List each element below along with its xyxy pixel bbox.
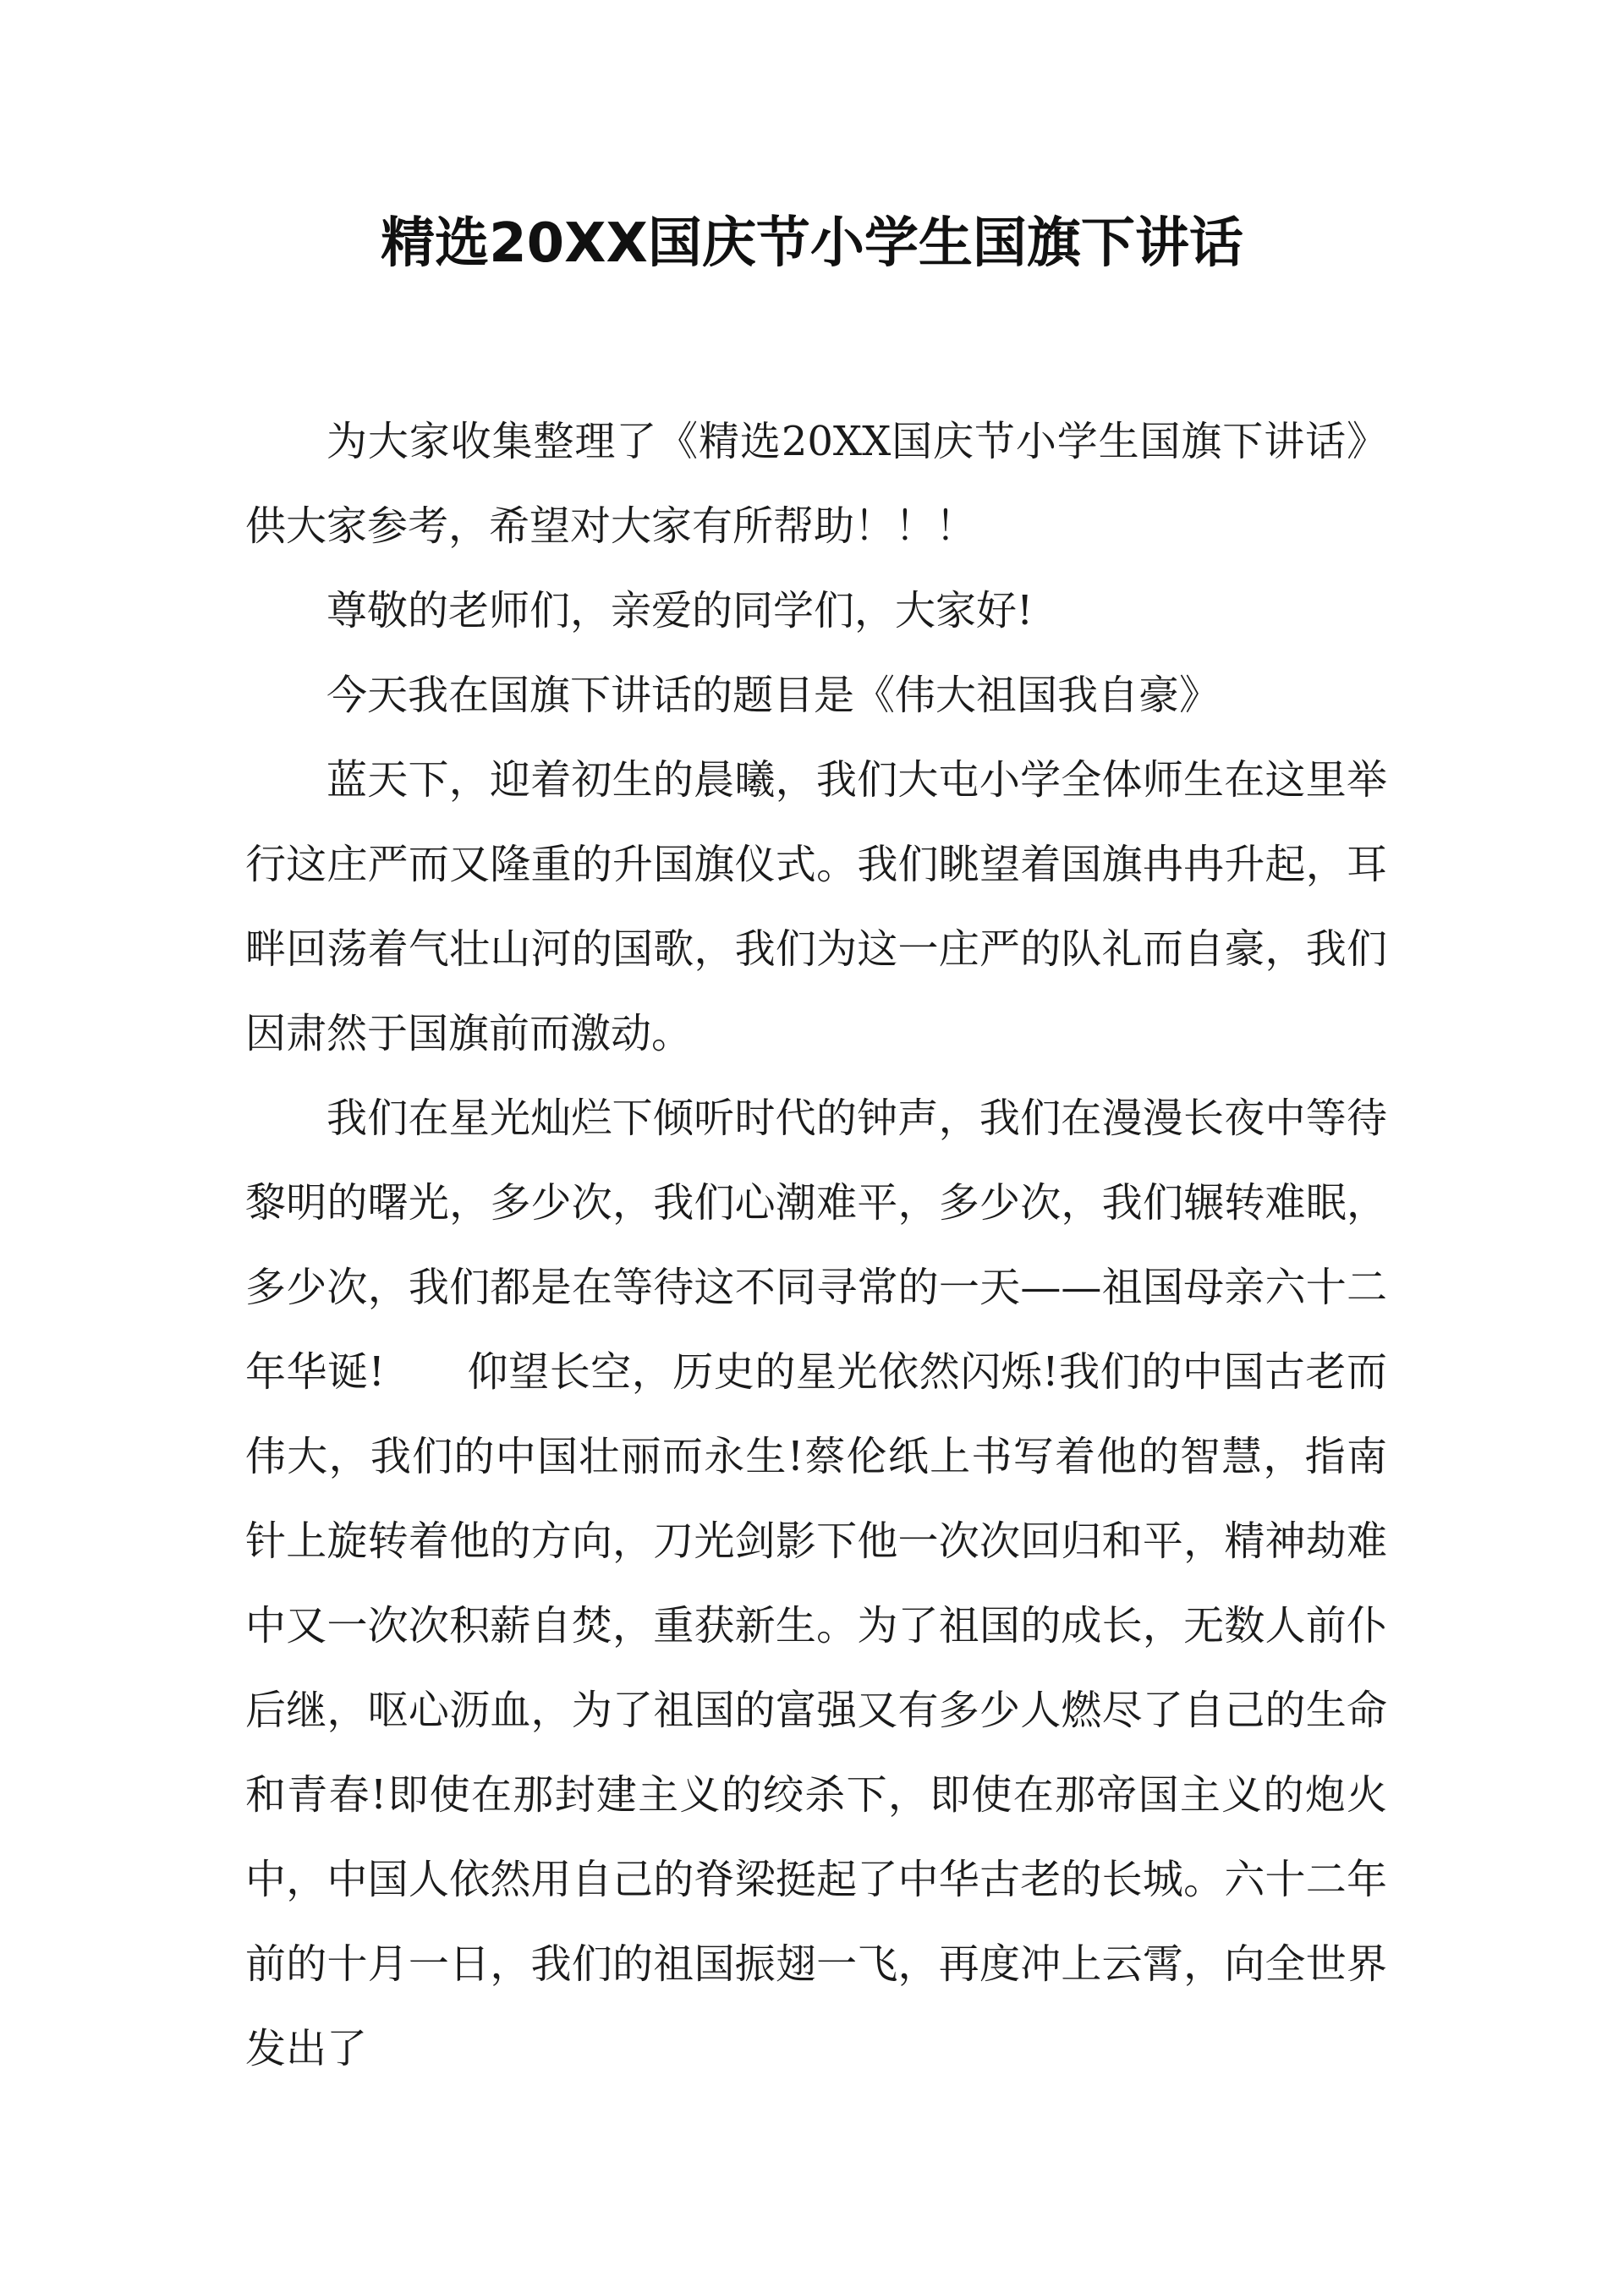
paragraph-intro: 为大家收集整理了《精选20XX国庆节小学生国旗下讲话》供大家参考，希望对大家有所帮助！！！ [245, 418, 1387, 550]
paragraph-topic: 今天我在国旗下讲话的题目是《伟大祖国我自豪》 [326, 672, 1221, 719]
document-body [245, 399, 1387, 2091]
paragraph-greeting: 尊敬的老师们，亲爱的同学们，大家好! [326, 587, 1034, 634]
paragraph-ceremony: 蓝天下，迎着初生的晨曦，我们大屯小学全体师生在这里举行这庄严而又隆重的升国旗仪式。我们眺望着国旗冉冉升起，耳畔回荡着气壮山河的国歌，我们为这一庄严的队礼而自豪，我们因肃然于国旗前而激动。 [245, 756, 1387, 1057]
document-title: 精选20XX国庆节小学生国旗下讲话 [381, 212, 1243, 275]
paragraph-history: 我们在星光灿烂下倾听时代的钟声，我们在漫漫长夜中等待黎明的曙光，多少次，我们心潮难平，多少次，我们辗转难眠，多少次，我们都是在等待这不同寻常的一天——祖国母亲六十二年华诞! 仰望长空，历史的星光依然闪烁!我们的中国古老而伟大，我们的中国壮丽而永生!蔡伦纸上书写着他的智慧，指南针上旋转着他的方向，刀光剑影下他一次次回归和平，精神劫难中又一次次积薪自焚，重获新生。为了祖国的成长，无数人前仆后继，呕心沥血，为了祖国的富强又有多少人燃尽了自己的生命和青春!即使在那封建主义的绞杀下，即使在那帝国主义的炮火中，中国人依然用自己的脊梁挺起了中华古老的长城。六十二年前的十月一日，我们的祖国振翅一飞，再度冲上云霄，向全世界发出了 [245, 1095, 1387, 2072]
